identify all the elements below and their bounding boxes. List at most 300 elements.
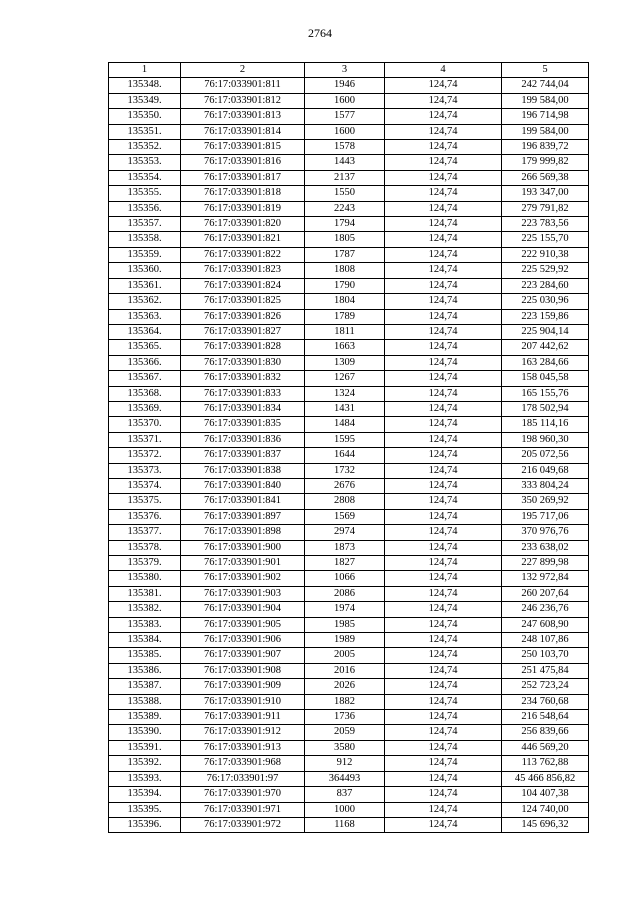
table-row <box>109 155 589 170</box>
column-header-1: 1 <box>109 63 181 78</box>
row-number-cell: 135358. <box>109 232 181 247</box>
area-cell: 1066 <box>305 571 385 586</box>
area-cell: 1946 <box>305 78 385 93</box>
area-cell: 2026 <box>305 679 385 694</box>
value-cell: 225 904,14 <box>502 324 589 339</box>
cadastral-number-cell: 76:17:033901:824 <box>181 278 305 293</box>
area-cell: 1663 <box>305 340 385 355</box>
table-row <box>109 463 589 478</box>
row-number-cell: 135353. <box>109 155 181 170</box>
area-cell: 364493 <box>305 771 385 786</box>
table-row <box>109 648 589 663</box>
cadastral-number-cell: 76:17:033901:832 <box>181 371 305 386</box>
rate-cell: 124,74 <box>385 432 502 447</box>
table-row <box>109 448 589 463</box>
value-cell: 446 569,20 <box>502 740 589 755</box>
table-row <box>109 294 589 309</box>
table-row <box>109 417 589 432</box>
table-row <box>109 78 589 93</box>
row-number-cell: 135362. <box>109 294 181 309</box>
table-row <box>109 571 589 586</box>
area-cell: 1811 <box>305 324 385 339</box>
area-cell: 1790 <box>305 278 385 293</box>
area-cell: 1431 <box>305 401 385 416</box>
value-cell: 227 899,98 <box>502 556 589 571</box>
row-number-cell: 135369. <box>109 401 181 416</box>
area-cell: 1595 <box>305 432 385 447</box>
cadastral-number-cell: 76:17:033901:972 <box>181 817 305 832</box>
area-cell: 1789 <box>305 309 385 324</box>
table-row <box>109 787 589 802</box>
row-number-cell: 135365. <box>109 340 181 355</box>
cadastral-number-cell: 76:17:033901:898 <box>181 525 305 540</box>
value-cell: 222 910,38 <box>502 247 589 262</box>
value-cell: 163 284,66 <box>502 355 589 370</box>
area-cell: 1569 <box>305 509 385 524</box>
value-cell: 266 569,38 <box>502 170 589 185</box>
table-row <box>109 756 589 771</box>
cadastral-number-cell: 76:17:033901:823 <box>181 263 305 278</box>
row-number-cell: 135389. <box>109 710 181 725</box>
rate-cell: 124,74 <box>385 386 502 401</box>
table-row <box>109 217 589 232</box>
value-cell: 256 839,66 <box>502 725 589 740</box>
rate-cell: 124,74 <box>385 401 502 416</box>
rate-cell: 124,74 <box>385 679 502 694</box>
cadastral-number-cell: 76:17:033901:830 <box>181 355 305 370</box>
area-cell: 1578 <box>305 140 385 155</box>
table-row <box>109 401 589 416</box>
row-number-cell: 135387. <box>109 679 181 694</box>
cadastral-number-cell: 76:17:033901:900 <box>181 540 305 555</box>
table-row <box>109 509 589 524</box>
rate-cell: 124,74 <box>385 278 502 293</box>
area-cell: 1989 <box>305 633 385 648</box>
rate-cell: 124,74 <box>385 417 502 432</box>
table-row <box>109 802 589 817</box>
table-row <box>109 432 589 447</box>
rate-cell: 124,74 <box>385 787 502 802</box>
cadastral-number-cell: 76:17:033901:840 <box>181 478 305 493</box>
cadastral-number-cell: 76:17:033901:908 <box>181 663 305 678</box>
cadastral-number-cell: 76:17:033901:813 <box>181 109 305 124</box>
cadastral-number-cell: 76:17:033901:828 <box>181 340 305 355</box>
cadastral-number-cell: 76:17:033901:817 <box>181 170 305 185</box>
rate-cell: 124,74 <box>385 663 502 678</box>
cadastral-number-cell: 76:17:033901:913 <box>181 740 305 755</box>
rate-cell: 124,74 <box>385 694 502 709</box>
value-cell: 104 407,38 <box>502 787 589 802</box>
value-cell: 132 972,84 <box>502 571 589 586</box>
row-number-cell: 135393. <box>109 771 181 786</box>
row-number-cell: 135354. <box>109 170 181 185</box>
rate-cell: 124,74 <box>385 340 502 355</box>
cadastral-number-cell: 76:17:033901:821 <box>181 232 305 247</box>
rate-cell: 124,74 <box>385 78 502 93</box>
area-cell: 3580 <box>305 740 385 755</box>
table-row <box>109 371 589 386</box>
row-number-cell: 135368. <box>109 386 181 401</box>
rate-cell: 124,74 <box>385 725 502 740</box>
area-cell: 1000 <box>305 802 385 817</box>
cadastral-number-cell: 76:17:033901:826 <box>181 309 305 324</box>
row-number-cell: 135376. <box>109 509 181 524</box>
value-cell: 199 584,00 <box>502 124 589 139</box>
cadastral-number-cell: 76:17:033901:833 <box>181 386 305 401</box>
area-cell: 1827 <box>305 556 385 571</box>
value-cell: 333 804,24 <box>502 478 589 493</box>
row-number-cell: 135371. <box>109 432 181 447</box>
value-cell: 205 072,56 <box>502 448 589 463</box>
row-number-cell: 135360. <box>109 263 181 278</box>
table-row <box>109 586 589 601</box>
cadastral-number-cell: 76:17:033901:897 <box>181 509 305 524</box>
table-row <box>109 740 589 755</box>
value-cell: 225 155,70 <box>502 232 589 247</box>
value-cell: 185 114,16 <box>502 417 589 432</box>
area-cell: 1804 <box>305 294 385 309</box>
rate-cell: 124,74 <box>385 710 502 725</box>
rate-cell: 124,74 <box>385 186 502 201</box>
row-number-cell: 135380. <box>109 571 181 586</box>
cadastral-number-cell: 76:17:033901:911 <box>181 710 305 725</box>
area-cell: 2005 <box>305 648 385 663</box>
value-cell: 251 475,84 <box>502 663 589 678</box>
area-cell: 2243 <box>305 201 385 216</box>
row-number-cell: 135391. <box>109 740 181 755</box>
value-cell: 158 045,58 <box>502 371 589 386</box>
cadastral-number-cell: 76:17:033901:903 <box>181 586 305 601</box>
area-cell: 1808 <box>305 263 385 278</box>
rate-cell: 124,74 <box>385 740 502 755</box>
row-number-cell: 135372. <box>109 448 181 463</box>
row-number-cell: 135355. <box>109 186 181 201</box>
area-cell: 1974 <box>305 602 385 617</box>
cadastral-number-cell: 76:17:033901:906 <box>181 633 305 648</box>
row-number-cell: 135364. <box>109 324 181 339</box>
table-row <box>109 201 589 216</box>
cadastral-number-cell: 76:17:033901:97 <box>181 771 305 786</box>
value-cell: 234 760,68 <box>502 694 589 709</box>
area-cell: 1805 <box>305 232 385 247</box>
area-cell: 912 <box>305 756 385 771</box>
area-cell: 1794 <box>305 217 385 232</box>
row-number-cell: 135352. <box>109 140 181 155</box>
cadastral-number-cell: 76:17:033901:825 <box>181 294 305 309</box>
table-row <box>109 817 589 832</box>
row-number-cell: 135377. <box>109 525 181 540</box>
area-cell: 2086 <box>305 586 385 601</box>
area-cell: 1443 <box>305 155 385 170</box>
cadastral-number-cell: 76:17:033901:816 <box>181 155 305 170</box>
cadastral-number-cell: 76:17:033901:970 <box>181 787 305 802</box>
row-number-cell: 135373. <box>109 463 181 478</box>
rate-cell: 124,74 <box>385 617 502 632</box>
rate-cell: 124,74 <box>385 355 502 370</box>
value-cell: 233 638,02 <box>502 540 589 555</box>
value-cell: 223 159,86 <box>502 309 589 324</box>
data-table <box>108 62 589 833</box>
area-cell: 1267 <box>305 371 385 386</box>
rate-cell: 124,74 <box>385 540 502 555</box>
value-cell: 145 696,32 <box>502 817 589 832</box>
area-cell: 1787 <box>305 247 385 262</box>
rate-cell: 124,74 <box>385 217 502 232</box>
rate-cell: 124,74 <box>385 140 502 155</box>
row-number-cell: 135394. <box>109 787 181 802</box>
rate-cell: 124,74 <box>385 817 502 832</box>
rate-cell: 124,74 <box>385 371 502 386</box>
row-number-cell: 135366. <box>109 355 181 370</box>
area-cell: 2808 <box>305 494 385 509</box>
column-header-2: 2 <box>181 63 305 78</box>
row-number-cell: 135359. <box>109 247 181 262</box>
value-cell: 195 717,06 <box>502 509 589 524</box>
value-cell: 124 740,00 <box>502 802 589 817</box>
value-cell: 252 723,24 <box>502 679 589 694</box>
rate-cell: 124,74 <box>385 648 502 663</box>
rate-cell: 124,74 <box>385 448 502 463</box>
row-number-cell: 135351. <box>109 124 181 139</box>
cadastral-number-cell: 76:17:033901:820 <box>181 217 305 232</box>
area-cell: 1577 <box>305 109 385 124</box>
area-cell: 2016 <box>305 663 385 678</box>
value-cell: 242 744,04 <box>502 78 589 93</box>
cadastral-number-cell: 76:17:033901:902 <box>181 571 305 586</box>
value-cell: 350 269,92 <box>502 494 589 509</box>
rate-cell: 124,74 <box>385 525 502 540</box>
row-number-cell: 135356. <box>109 201 181 216</box>
row-number-cell: 135384. <box>109 633 181 648</box>
cadastral-number-cell: 76:17:033901:905 <box>181 617 305 632</box>
value-cell: 199 584,00 <box>502 93 589 108</box>
row-number-cell: 135396. <box>109 817 181 832</box>
rate-cell: 124,74 <box>385 802 502 817</box>
row-number-cell: 135385. <box>109 648 181 663</box>
table-row <box>109 679 589 694</box>
table-row <box>109 324 589 339</box>
value-cell: 196 839,72 <box>502 140 589 155</box>
area-cell: 1309 <box>305 355 385 370</box>
row-number-cell: 135349. <box>109 93 181 108</box>
row-number-cell: 135395. <box>109 802 181 817</box>
value-cell: 246 236,76 <box>502 602 589 617</box>
cadastral-number-cell: 76:17:033901:834 <box>181 401 305 416</box>
value-cell: 247 608,90 <box>502 617 589 632</box>
table-row <box>109 186 589 201</box>
table-row <box>109 140 589 155</box>
table-header-row <box>109 63 589 78</box>
rate-cell: 124,74 <box>385 309 502 324</box>
row-number-cell: 135350. <box>109 109 181 124</box>
area-cell: 1882 <box>305 694 385 709</box>
area-cell: 1732 <box>305 463 385 478</box>
row-number-cell: 135381. <box>109 586 181 601</box>
rate-cell: 124,74 <box>385 201 502 216</box>
value-cell: 279 791,82 <box>502 201 589 216</box>
row-number-cell: 135382. <box>109 602 181 617</box>
area-cell: 2059 <box>305 725 385 740</box>
area-cell: 1324 <box>305 386 385 401</box>
row-number-cell: 135378. <box>109 540 181 555</box>
row-number-cell: 135392. <box>109 756 181 771</box>
cadastral-number-cell: 76:17:033901:815 <box>181 140 305 155</box>
cadastral-number-cell: 76:17:033901:836 <box>181 432 305 447</box>
cadastral-number-cell: 76:17:033901:811 <box>181 78 305 93</box>
rate-cell: 124,74 <box>385 324 502 339</box>
area-cell: 2676 <box>305 478 385 493</box>
cadastral-number-cell: 76:17:033901:812 <box>181 93 305 108</box>
table-row <box>109 663 589 678</box>
rate-cell: 124,74 <box>385 463 502 478</box>
cadastral-number-cell: 76:17:033901:822 <box>181 247 305 262</box>
value-cell: 250 103,70 <box>502 648 589 663</box>
rate-cell: 124,74 <box>385 571 502 586</box>
rate-cell: 124,74 <box>385 602 502 617</box>
rate-cell: 124,74 <box>385 509 502 524</box>
table-row <box>109 525 589 540</box>
rate-cell: 124,74 <box>385 586 502 601</box>
cadastral-number-cell: 76:17:033901:835 <box>181 417 305 432</box>
cadastral-number-cell: 76:17:033901:837 <box>181 448 305 463</box>
table-row <box>109 617 589 632</box>
table-row <box>109 278 589 293</box>
value-cell: 207 442,62 <box>502 340 589 355</box>
value-cell: 223 284,60 <box>502 278 589 293</box>
table-row <box>109 602 589 617</box>
column-header-5: 5 <box>502 63 589 78</box>
row-number-cell: 135357. <box>109 217 181 232</box>
row-number-cell: 135348. <box>109 78 181 93</box>
table-row <box>109 494 589 509</box>
area-cell: 1168 <box>305 817 385 832</box>
cadastral-number-cell: 76:17:033901:968 <box>181 756 305 771</box>
rate-cell: 124,74 <box>385 155 502 170</box>
area-cell: 2137 <box>305 170 385 185</box>
value-cell: 370 976,76 <box>502 525 589 540</box>
table-row <box>109 771 589 786</box>
value-cell: 248 107,86 <box>502 633 589 648</box>
area-cell: 1550 <box>305 186 385 201</box>
value-cell: 225 030,96 <box>502 294 589 309</box>
rate-cell: 124,74 <box>385 93 502 108</box>
table-row <box>109 355 589 370</box>
area-cell: 1600 <box>305 124 385 139</box>
value-cell: 113 762,88 <box>502 756 589 771</box>
cadastral-number-cell: 76:17:033901:904 <box>181 602 305 617</box>
table-row <box>109 247 589 262</box>
page-number: 2764 <box>308 26 332 40</box>
cadastral-number-cell: 76:17:033901:827 <box>181 324 305 339</box>
row-number-cell: 135374. <box>109 478 181 493</box>
row-number-cell: 135367. <box>109 371 181 386</box>
cadastral-number-cell: 76:17:033901:841 <box>181 494 305 509</box>
cadastral-number-cell: 76:17:033901:907 <box>181 648 305 663</box>
rate-cell: 124,74 <box>385 478 502 493</box>
cadastral-number-cell: 76:17:033901:814 <box>181 124 305 139</box>
value-cell: 223 783,56 <box>502 217 589 232</box>
cadastral-number-cell: 76:17:033901:901 <box>181 556 305 571</box>
table-row <box>109 694 589 709</box>
cadastral-number-cell: 76:17:033901:971 <box>181 802 305 817</box>
table-row <box>109 309 589 324</box>
table-row <box>109 556 589 571</box>
table-row <box>109 478 589 493</box>
rate-cell: 124,74 <box>385 756 502 771</box>
value-cell: 196 714,98 <box>502 109 589 124</box>
table-row <box>109 263 589 278</box>
table-row <box>109 633 589 648</box>
row-number-cell: 135379. <box>109 556 181 571</box>
value-cell: 225 529,92 <box>502 263 589 278</box>
row-number-cell: 135386. <box>109 663 181 678</box>
rate-cell: 124,74 <box>385 633 502 648</box>
area-cell: 1985 <box>305 617 385 632</box>
value-cell: 260 207,64 <box>502 586 589 601</box>
rate-cell: 124,74 <box>385 294 502 309</box>
row-number-cell: 135375. <box>109 494 181 509</box>
table-row <box>109 386 589 401</box>
rate-cell: 124,74 <box>385 109 502 124</box>
cadastral-number-cell: 76:17:033901:818 <box>181 186 305 201</box>
area-cell: 2974 <box>305 525 385 540</box>
area-cell: 1736 <box>305 710 385 725</box>
cadastral-number-cell: 76:17:033901:912 <box>181 725 305 740</box>
row-number-cell: 135383. <box>109 617 181 632</box>
value-cell: 178 502,94 <box>502 401 589 416</box>
area-cell: 1600 <box>305 93 385 108</box>
value-cell: 45 466 856,82 <box>502 771 589 786</box>
row-number-cell: 135363. <box>109 309 181 324</box>
value-cell: 216 548,64 <box>502 710 589 725</box>
row-number-cell: 135390. <box>109 725 181 740</box>
area-cell: 1644 <box>305 448 385 463</box>
table-row <box>109 232 589 247</box>
value-cell: 216 049,68 <box>502 463 589 478</box>
row-number-cell: 135388. <box>109 694 181 709</box>
table-row <box>109 93 589 108</box>
value-cell: 179 999,82 <box>502 155 589 170</box>
rate-cell: 124,74 <box>385 494 502 509</box>
rate-cell: 124,74 <box>385 124 502 139</box>
rate-cell: 124,74 <box>385 232 502 247</box>
area-cell: 1873 <box>305 540 385 555</box>
area-cell: 1484 <box>305 417 385 432</box>
rate-cell: 124,74 <box>385 170 502 185</box>
column-header-3: 3 <box>305 63 385 78</box>
cadastral-number-cell: 76:17:033901:819 <box>181 201 305 216</box>
table-row <box>109 170 589 185</box>
table-row <box>109 109 589 124</box>
cadastral-number-cell: 76:17:033901:909 <box>181 679 305 694</box>
rate-cell: 124,74 <box>385 263 502 278</box>
area-cell: 837 <box>305 787 385 802</box>
column-header-4: 4 <box>385 63 502 78</box>
value-cell: 193 347,00 <box>502 186 589 201</box>
table-row <box>109 725 589 740</box>
value-cell: 165 155,76 <box>502 386 589 401</box>
row-number-cell: 135370. <box>109 417 181 432</box>
cadastral-number-cell: 76:17:033901:910 <box>181 694 305 709</box>
cadastral-number-cell: 76:17:033901:838 <box>181 463 305 478</box>
rate-cell: 124,74 <box>385 556 502 571</box>
rate-cell: 124,74 <box>385 771 502 786</box>
table-row <box>109 124 589 139</box>
table-row <box>109 710 589 725</box>
value-cell: 198 960,30 <box>502 432 589 447</box>
table-row <box>109 540 589 555</box>
rate-cell: 124,74 <box>385 247 502 262</box>
